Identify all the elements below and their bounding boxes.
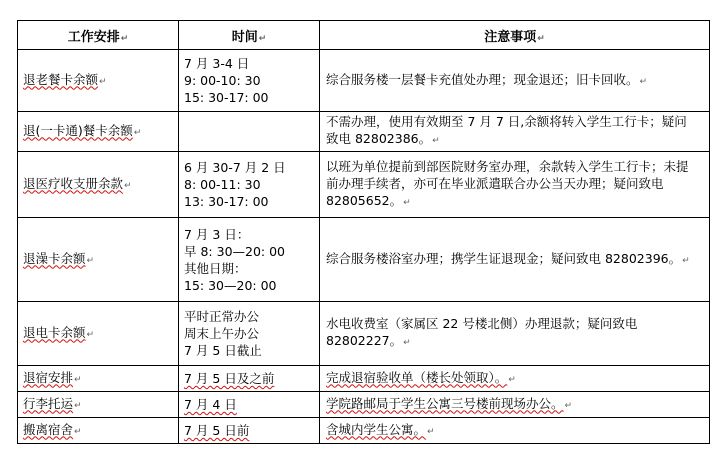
- notes-cell: 综合服务楼浴室办理；携学生证退现金；疑问致电 82802396。↵: [320, 218, 710, 302]
- header-row: [18, 21, 710, 50]
- task-cell: 退澡卡余额↵: [18, 218, 179, 302]
- table-row: [18, 218, 710, 302]
- time-cell: [179, 112, 320, 152]
- task-cell: 退医疗收支册余款↵: [18, 152, 179, 218]
- task-cell: 退电卡余额↵: [18, 302, 179, 366]
- task-cell: 退(一卡通)餐卡余额↵: [18, 112, 179, 152]
- notes-cell: 水电收费室（家属区 22 号楼北侧）办理退款；疑问致电 82802227。↵: [320, 302, 710, 366]
- notes-cell: 完成退宿验收单（楼长处领取）。↵: [320, 366, 710, 392]
- notes-cell: 含城内学生公寓。↵: [320, 418, 710, 444]
- arrangement-table: [17, 20, 710, 444]
- time-cell: 6 月 30-7 月 2 日 8: 00-11: 30 13: 30-17: 00: [179, 152, 320, 218]
- header-time: 时间↵: [179, 21, 320, 50]
- time-cell: 7 月 3 日： 早 8: 30—20: 00 其他日期： 15: 30—20: 00: [179, 218, 320, 302]
- table-row: [18, 418, 710, 444]
- table-row: [18, 392, 710, 418]
- notes-cell: 不需办理，使用有效期至 7 月 7 日,余额将转入学生工行卡；疑问致电 82802386。↵: [320, 112, 710, 152]
- table-row: [18, 50, 710, 112]
- task-cell: 退宿安排↵: [18, 366, 179, 392]
- notes-cell: 学院路邮局于学生公寓三号楼前现场办公。↵: [320, 392, 710, 418]
- time-cell: 7 月 5 日前: [179, 418, 320, 444]
- task-cell: 退老餐卡余额↵: [18, 50, 179, 112]
- notes-cell: 综合服务楼一层餐卡充值处办理；现金退还；旧卡回收。↵: [320, 50, 710, 112]
- time-cell: 平时正常办公 周末上午办公 7 月 5 日截止: [179, 302, 320, 366]
- table-row: [18, 366, 710, 392]
- notes-cell: 以班为单位提前到部医院财务室办理，余款转入学生工行卡；未提前办理手续者，亦可在毕业派遣联合办公当天办理；疑问致电 82805652。↵: [320, 152, 710, 218]
- header-notes: 注意事项↵: [320, 21, 710, 50]
- time-cell: 7 月 4 日: [179, 392, 320, 418]
- task-cell: 行李托运↵: [18, 392, 179, 418]
- time-cell: 7 月 3-4 日 9: 00-10: 30 15: 30-17: 00: [179, 50, 320, 112]
- time-cell: 7 月 5 日及之前: [179, 366, 320, 392]
- header-task: 工作安排↵: [18, 21, 179, 50]
- table-row: [18, 112, 710, 152]
- table-row: [18, 152, 710, 218]
- task-cell: 搬离宿舍↵: [18, 418, 179, 444]
- table-row: [18, 302, 710, 366]
